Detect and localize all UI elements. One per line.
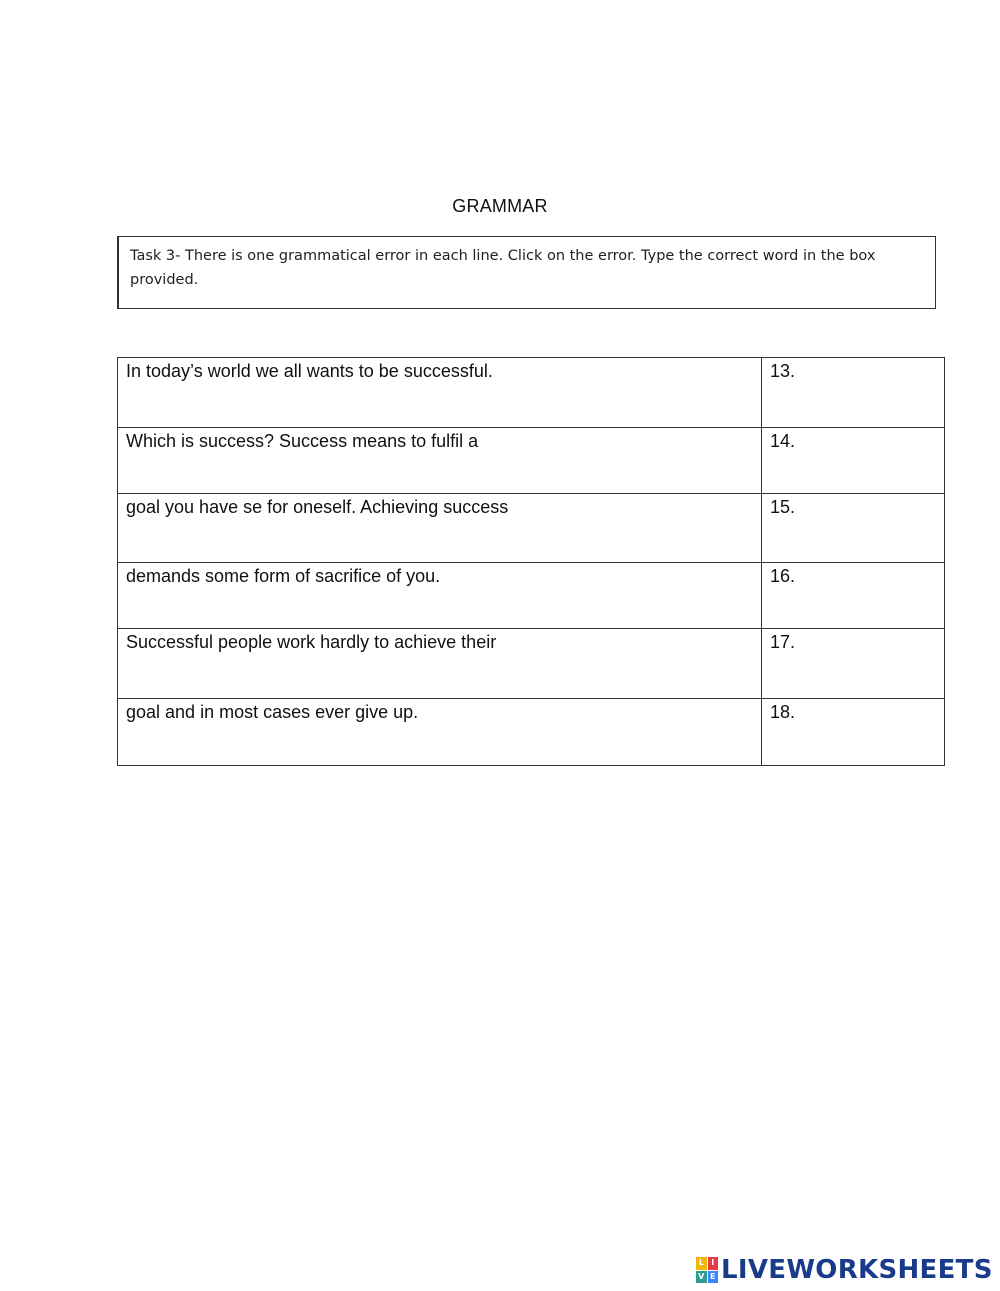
page-title: GRAMMAR [452,196,548,216]
task-instructions-box [117,236,936,309]
answer-box[interactable] [762,629,945,699]
sentence-text[interactable]: demands some form of sacrifice of you. [126,566,441,586]
answer-box[interactable] [762,358,945,428]
answer-number: 13. [770,361,796,381]
sentence-cell[interactable] [118,428,762,494]
task-instructions-text: Task 3- There is one grammatical error in each line. Click on the error. Type the correct word in the box provided. [130,248,876,288]
sentence-text[interactable]: goal you have se for oneself. Achieving success [126,497,509,517]
answer-box[interactable] [762,699,945,766]
sentence-text[interactable]: Which is success? Success means to fulfil a [126,431,479,451]
sentence-cell[interactable] [118,629,762,699]
answer-box[interactable] [762,428,945,494]
logo-blocks-icon [696,1257,718,1283]
sentence-cell[interactable] [118,699,762,766]
answer-number: 17. [770,632,796,652]
answer-number: 16. [770,566,796,586]
table-row [118,629,945,699]
answer-number: 15. [770,497,796,517]
logo-block: V [696,1271,707,1284]
table-row [118,699,945,766]
grammar-table [117,357,945,766]
answer-box[interactable] [762,563,945,629]
sentence-text[interactable]: Successful people work hardly to achieve their [126,632,497,652]
sentence-cell[interactable] [118,358,762,428]
sentence-cell[interactable] [118,494,762,563]
sentence-text[interactable]: goal and in most cases ever give up. [126,702,419,722]
table-row [118,563,945,629]
sentence-text[interactable]: In today’s world we all wants to be successful. [126,361,493,381]
table-row [118,494,945,563]
logo-block: I [708,1257,719,1270]
answer-number: 18. [770,702,796,722]
answer-number: 14. [770,431,796,451]
liveworksheets-logo [696,1253,993,1287]
sentence-cell[interactable] [118,563,762,629]
table-row [118,428,945,494]
table-row [118,358,945,428]
logo-text: LIVEWORKSHEETS [721,1255,993,1285]
answer-box[interactable] [762,494,945,563]
logo-block: E [708,1271,719,1284]
logo-block: L [696,1257,707,1270]
